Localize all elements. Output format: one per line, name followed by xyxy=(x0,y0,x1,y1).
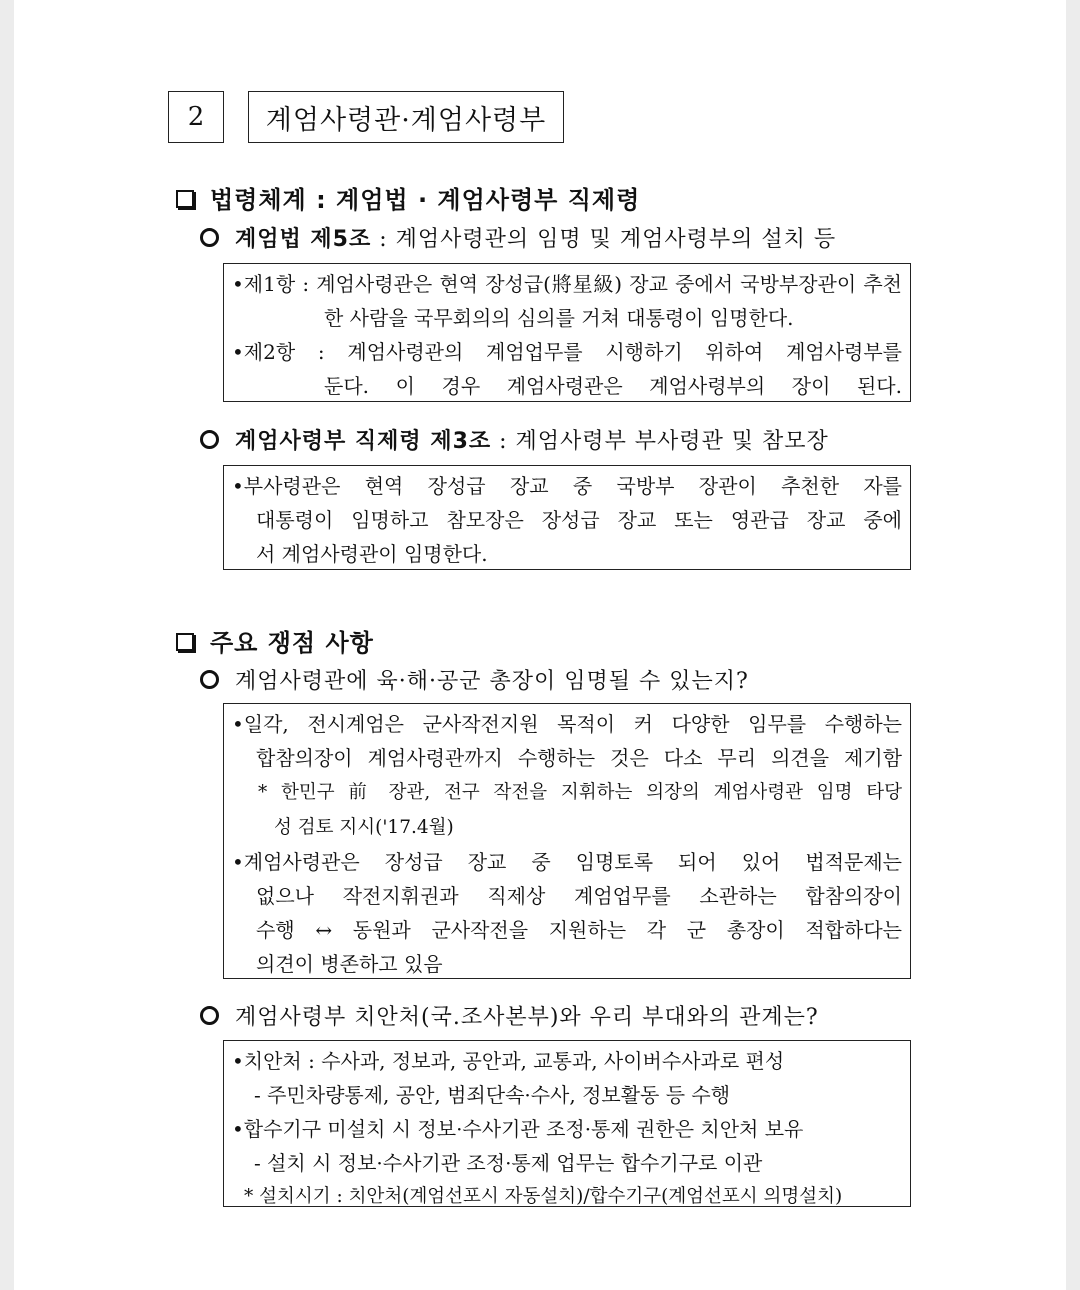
circle-bullet-icon xyxy=(200,430,219,449)
hq-decree-box xyxy=(223,465,911,570)
subheading-text: 계엄사령부 치안처(국.조사본부)와 우리 부대와의 관계는? xyxy=(235,1005,819,1030)
section-heading-issues xyxy=(176,623,374,658)
chapter-number: 2 xyxy=(168,91,224,143)
box-line: •부사령관은 현역 장성급 장교 중 국방부 장관이 추천한 자를 xyxy=(232,474,902,498)
subheading-text: : 계엄사령관의 임명 및 계엄사령부의 설치 등 xyxy=(371,227,837,252)
section-heading-law xyxy=(176,180,640,215)
box-line: •제2항 : 계엄사령관의 계엄업무를 시행하기 위하여 계엄사령부를 xyxy=(232,340,902,364)
box-line: 의견이 병존하고 있음 xyxy=(256,952,443,976)
box-line: 한 사람을 국무회의의 심의를 거쳐 대통령이 임명한다. xyxy=(324,306,794,330)
square-bullet-icon xyxy=(176,190,194,208)
subheading-label: 계엄법 제5조 xyxy=(235,227,372,252)
square-bullet-icon xyxy=(176,633,194,651)
subheading-commander-appointment xyxy=(200,664,749,695)
circle-bullet-icon xyxy=(200,228,219,247)
law-art5-box xyxy=(223,263,911,402)
box-line: •제1항 : 계엄사령관은 현역 장성급(將星級) 장교 중에서 국방부장관이 추천 xyxy=(232,272,902,296)
box-line: 둔다. 이 경우 계엄사령관은 계엄사령부의 장이 된다. xyxy=(324,374,902,398)
subheading-martial-law-art5 xyxy=(200,222,836,253)
box-line: •합수기구 미설치 시 정보·수사기관 조정·통제 권한은 치안처 보유 xyxy=(232,1117,804,1141)
box-note: * 한민구 前 장관, 전구 작전을 지휘하는 의장의 계엄사령관 임명 타당 xyxy=(258,782,902,803)
subheading-label: 계엄사령부 직제령 제3조 xyxy=(235,429,492,454)
box-line: - 주민차량통제, 공안, 범죄단속·수사, 정보활동 등 수행 xyxy=(254,1083,731,1107)
security-dept-box xyxy=(223,1040,911,1207)
box-line: 없으나 작전지휘권과 직제상 계엄업무를 소관하는 합참의장이 xyxy=(256,884,902,908)
box-line: 대통령이 임명하고 참모장은 장성급 장교 또는 영관급 장교 중에 xyxy=(256,508,902,532)
subheading-text: 계엄사령관에 육·해·공군 총장이 임명될 수 있는지? xyxy=(235,669,749,694)
box-line: •치안처 : 수사과, 정보과, 공안과, 교통과, 사이버수사과로 편성 xyxy=(232,1049,785,1073)
box-line: 서 계엄사령관이 임명한다. xyxy=(256,542,488,566)
box-line: •일각, 전시계엄은 군사작전지원 목적이 커 다양한 임무를 수행하는 xyxy=(232,712,902,736)
subheading-text: : 계엄사령부 부사령관 및 참모장 xyxy=(491,429,829,454)
circle-bullet-icon xyxy=(200,1006,219,1025)
box-line: •계엄사령관은 장성급 장교 중 임명토록 되어 있어 법적문제는 xyxy=(232,850,902,874)
circle-bullet-icon xyxy=(200,670,219,689)
box-line: 수행 ↔ 동원과 군사작전을 지원하는 각 군 총장이 적합하다는 xyxy=(256,918,902,942)
section-heading-text: 법령체계 : 계엄법 · 계엄사령부 직제령 xyxy=(210,186,641,214)
box-line: 합참의장이 계엄사령관까지 수행하는 것은 다소 무리 의견을 제기함 xyxy=(256,746,902,770)
subheading-security-dept xyxy=(200,1000,819,1031)
chapter-title: 계엄사령관·계엄사령부 xyxy=(248,91,564,143)
box-note: * 설치시기 : 치안처(계엄선포시 자동설치)/합수기구(계엄선포시 의명설치) xyxy=(244,1186,843,1207)
commander-appointment-box xyxy=(223,703,911,979)
section-heading-text: 주요 쟁점 사항 xyxy=(210,629,374,657)
box-note: 성 검토 지시('17.4월) xyxy=(274,817,454,838)
box-line: - 설치 시 정보·수사기관 조정·통제 업무는 합수기구로 이관 xyxy=(254,1151,763,1175)
subheading-hq-decree-art3 xyxy=(200,424,829,455)
